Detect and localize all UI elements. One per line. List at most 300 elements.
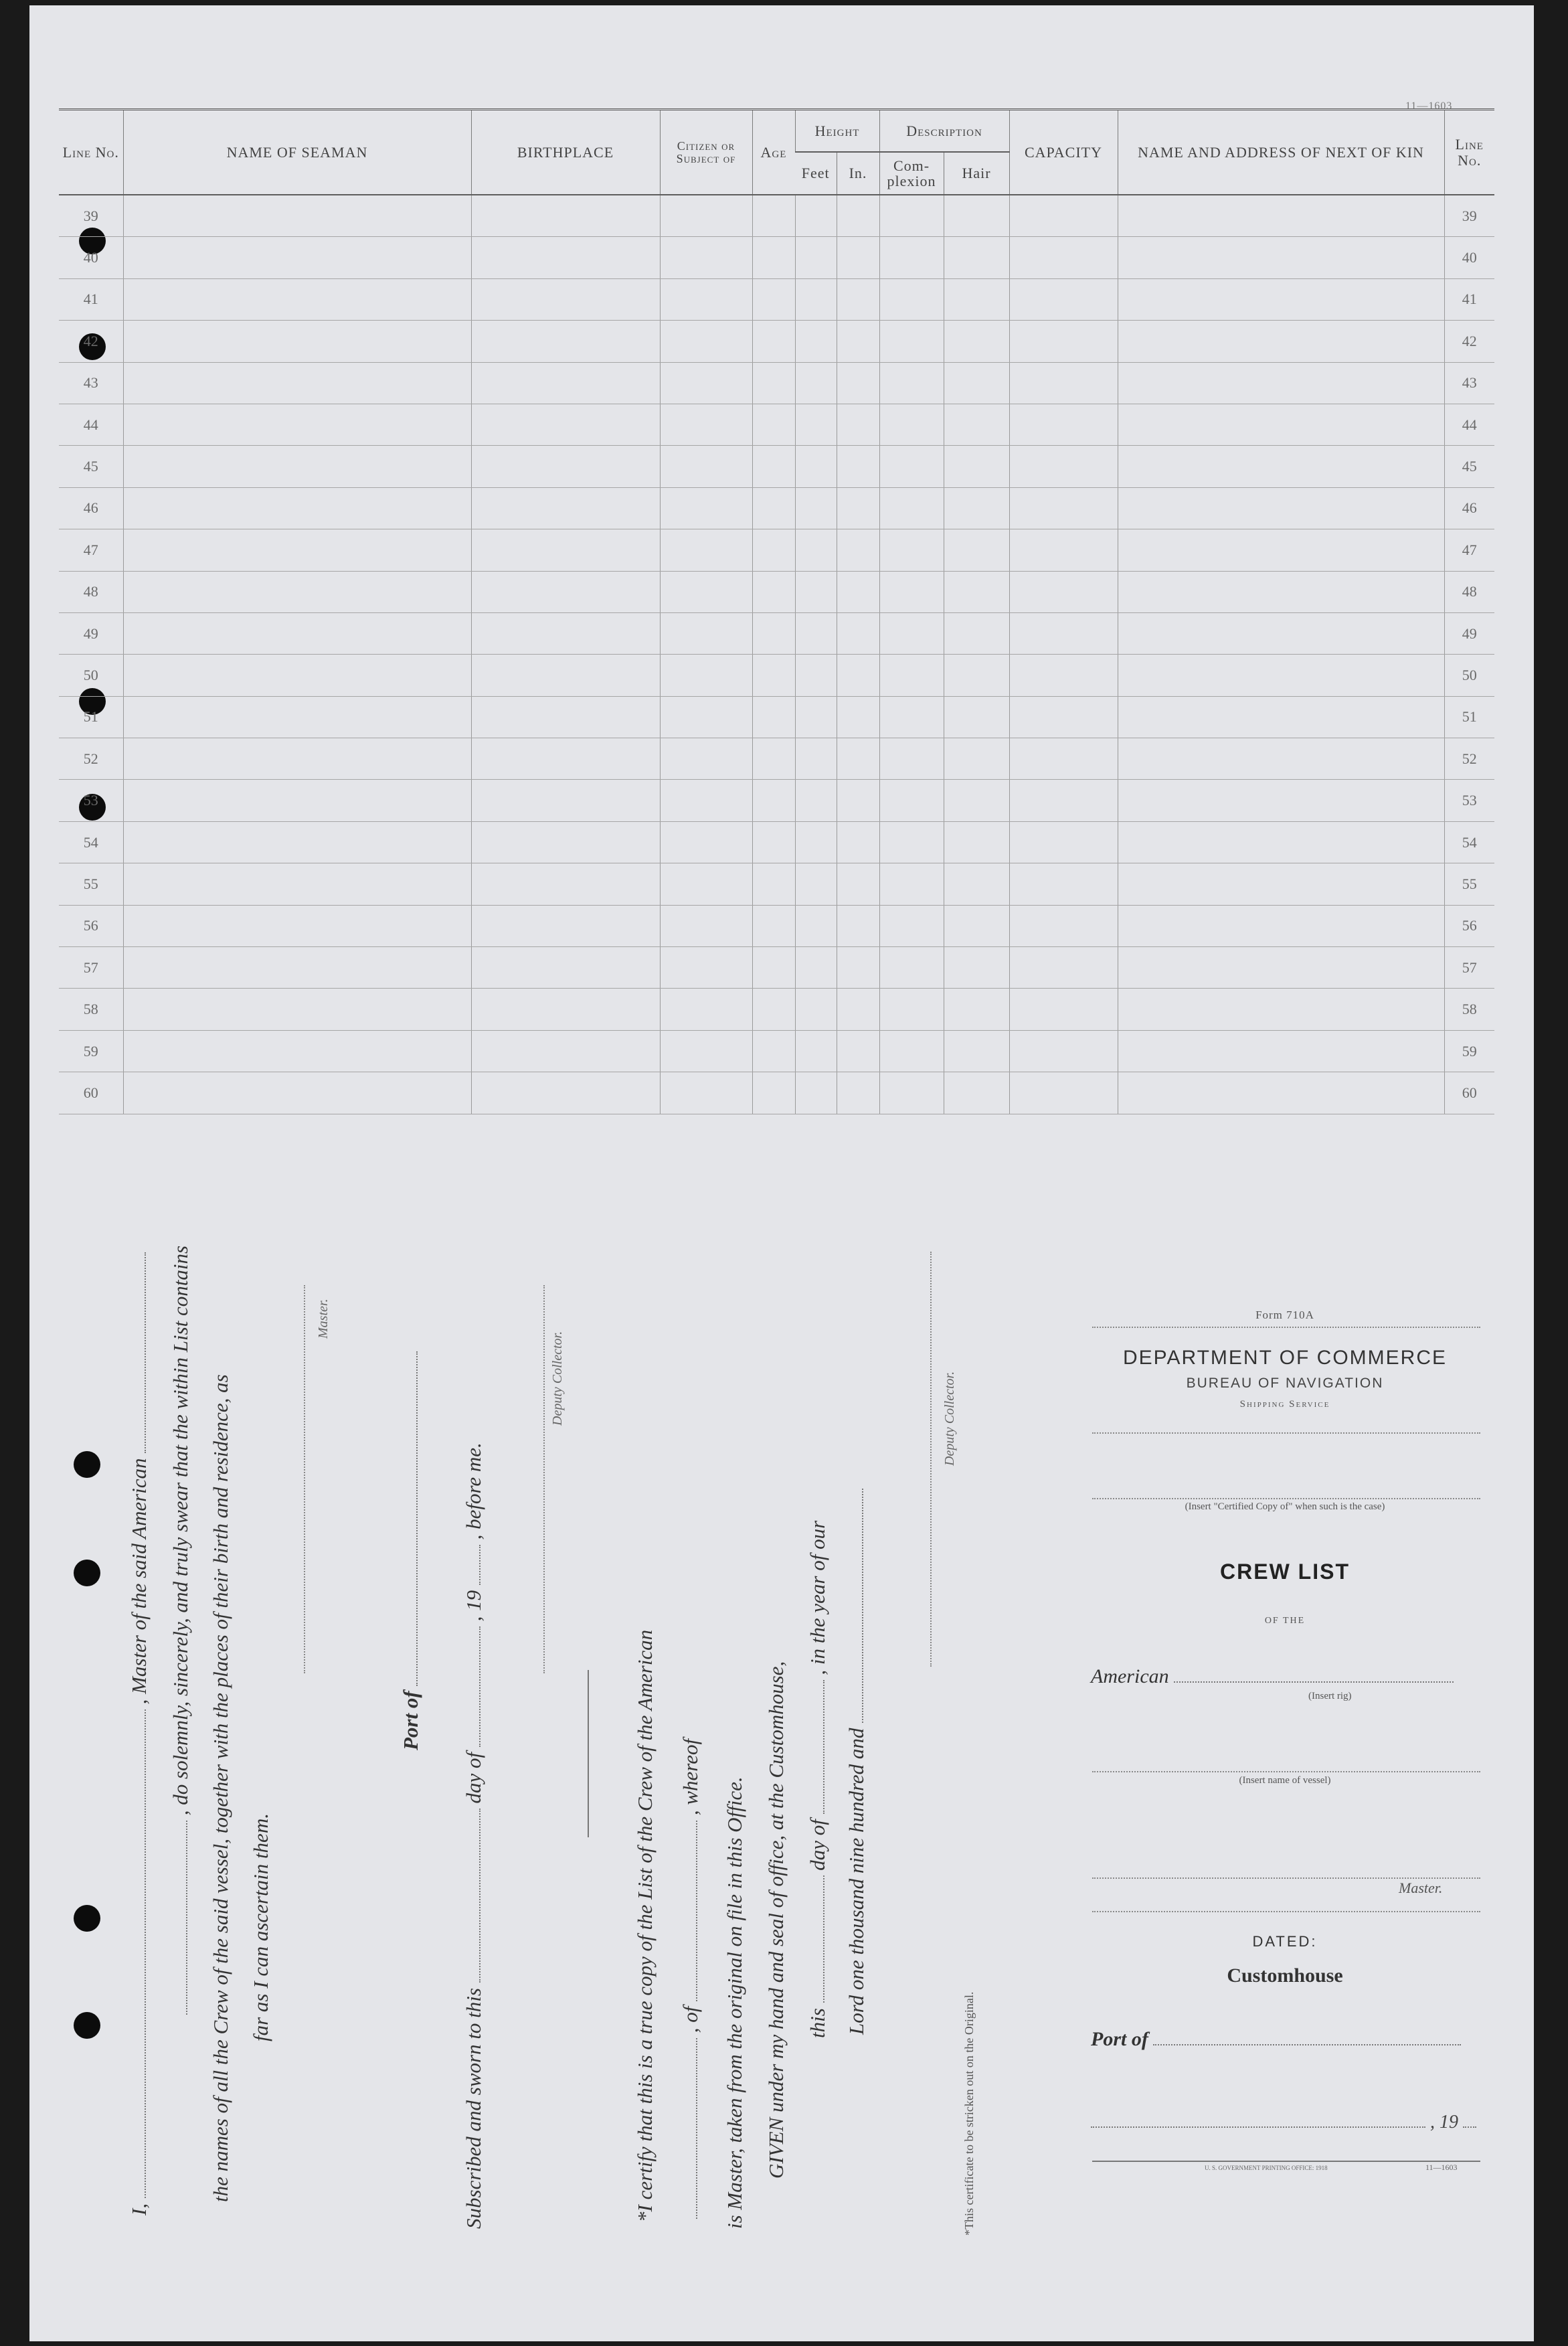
- table-cell[interactable]: [660, 947, 752, 989]
- table-row: [59, 905, 1494, 946]
- table-cell[interactable]: [944, 195, 1009, 237]
- table-cell[interactable]: [660, 821, 752, 863]
- oath-subscribed: [462, 1442, 486, 2229]
- cover-form-code: 11—1603: [1425, 2163, 1458, 2172]
- table-cell[interactable]: [660, 780, 752, 821]
- table-cell[interactable]: [752, 362, 795, 404]
- table-row: [59, 989, 1494, 1030]
- table-cell[interactable]: [471, 738, 660, 780]
- table-cell[interactable]: [1009, 278, 1118, 320]
- table-cell[interactable]: [1118, 863, 1444, 905]
- table-cell[interactable]: [944, 446, 1009, 487]
- table-cell[interactable]: [795, 571, 837, 612]
- table-cell[interactable]: [795, 696, 837, 738]
- certified-field[interactable]: [1092, 1498, 1480, 1499]
- cover-rule-1: [1092, 1327, 1480, 1328]
- table-cell[interactable]: [795, 446, 837, 487]
- table-cell[interactable]: [795, 195, 837, 237]
- table-cell[interactable]: [471, 237, 660, 278]
- line-number-left: 45: [59, 446, 123, 487]
- table-cell[interactable]: [879, 905, 944, 946]
- cert-vessel-field[interactable]: [681, 2038, 697, 2219]
- year-prefix: , 19: [462, 1590, 485, 1622]
- table-cell[interactable]: [1118, 446, 1444, 487]
- table-cell[interactable]: [1009, 905, 1118, 946]
- table-cell[interactable]: [752, 487, 795, 529]
- cover-master-field[interactable]: [1092, 1877, 1480, 1879]
- table-cell[interactable]: [123, 237, 471, 278]
- table-cell[interactable]: [1118, 821, 1444, 863]
- table-cell[interactable]: [795, 529, 837, 571]
- table-cell[interactable]: [837, 738, 879, 780]
- vessel-name-field[interactable]: [130, 1252, 146, 1453]
- table-cell[interactable]: [471, 362, 660, 404]
- table-cell[interactable]: [944, 278, 1009, 320]
- form-number: 11—1603: [1405, 100, 1453, 112]
- table-cell[interactable]: [471, 696, 660, 738]
- oath-swear-text: , do solemnly, sincerely, and truly swear that the within List contains: [169, 1245, 192, 1816]
- table-row: [59, 404, 1494, 445]
- table-cell[interactable]: [752, 612, 795, 654]
- master-label: Master.: [316, 1298, 331, 1339]
- table-cell[interactable]: [660, 487, 752, 529]
- table-cell[interactable]: [471, 947, 660, 989]
- table-cell[interactable]: [1118, 1072, 1444, 1114]
- table-cell[interactable]: [660, 905, 752, 946]
- table-cell[interactable]: [837, 404, 879, 445]
- table-cell[interactable]: [837, 612, 879, 654]
- table-cell[interactable]: [879, 696, 944, 738]
- table-cell[interactable]: [660, 571, 752, 612]
- table-cell[interactable]: [879, 487, 944, 529]
- table-cell[interactable]: [879, 821, 944, 863]
- cover-customhouse: Customhouse: [1227, 1964, 1343, 1987]
- oath-line-3: [209, 1374, 233, 2202]
- table-cell[interactable]: [471, 989, 660, 1030]
- table-cell[interactable]: [837, 655, 879, 696]
- table-cell[interactable]: [660, 195, 752, 237]
- table-cell[interactable]: [795, 863, 837, 905]
- table-cell[interactable]: [879, 362, 944, 404]
- table-cell[interactable]: [795, 362, 837, 404]
- table-cell[interactable]: [471, 821, 660, 863]
- table-cell[interactable]: [1118, 696, 1444, 738]
- table-cell[interactable]: [471, 905, 660, 946]
- table-cell[interactable]: [837, 571, 879, 612]
- line-number-right: 39: [1444, 195, 1494, 237]
- table-cell[interactable]: [944, 696, 1009, 738]
- table-cell[interactable]: [795, 1072, 837, 1114]
- table-cell[interactable]: [879, 989, 944, 1030]
- table-cell[interactable]: [123, 529, 471, 571]
- table-cell[interactable]: [879, 1072, 944, 1114]
- cover-date-field[interactable]: [1091, 2113, 1425, 2128]
- table-cell[interactable]: [879, 278, 944, 320]
- cert-text-6: Lord one thousand nine hundred and: [845, 1728, 868, 2035]
- table-cell[interactable]: [795, 404, 837, 445]
- table-cell[interactable]: [752, 529, 795, 571]
- line-number-left: 41: [59, 278, 123, 320]
- cert-text-4: GIVEN under my hand and seal of office, at the Customhouse,: [764, 1661, 788, 2179]
- table-cell[interactable]: [471, 655, 660, 696]
- table-cell[interactable]: [1009, 529, 1118, 571]
- cert-deputy-signature-line[interactable]: [930, 1252, 932, 1667]
- table-cell[interactable]: [837, 529, 879, 571]
- table-cell[interactable]: [837, 195, 879, 237]
- table-cell[interactable]: [837, 1030, 879, 1072]
- table-cell[interactable]: [660, 989, 752, 1030]
- table-cell[interactable]: [660, 1072, 752, 1114]
- table-cell[interactable]: [660, 321, 752, 362]
- table-cell[interactable]: [471, 321, 660, 362]
- header-next-of-kin: NAME AND ADDRESS OF NEXT OF KIN: [1118, 110, 1444, 195]
- table-cell[interactable]: [944, 905, 1009, 946]
- cover-american-line: [1091, 1665, 1479, 1688]
- table-cell[interactable]: [123, 738, 471, 780]
- table-row: [59, 655, 1494, 696]
- table-cell[interactable]: [1009, 780, 1118, 821]
- table-cell[interactable]: [1118, 571, 1444, 612]
- table-cell[interactable]: [944, 821, 1009, 863]
- table-cell[interactable]: [1009, 446, 1118, 487]
- table-cell[interactable]: [944, 947, 1009, 989]
- line-number-right: 44: [1444, 404, 1494, 445]
- table-cell[interactable]: [123, 404, 471, 445]
- line-number-right: 55: [1444, 863, 1494, 905]
- table-cell[interactable]: [660, 404, 752, 445]
- table-cell[interactable]: [879, 947, 944, 989]
- table-cell[interactable]: [879, 529, 944, 571]
- table-cell[interactable]: [1118, 989, 1444, 1030]
- table-cell[interactable]: [1009, 989, 1118, 1030]
- cover-master-label: Master.: [1399, 1879, 1443, 1896]
- subscribed-month-field[interactable]: [464, 1626, 481, 1747]
- table-cell[interactable]: [879, 446, 944, 487]
- table-cell[interactable]: [1009, 321, 1118, 362]
- table-cell[interactable]: [1009, 404, 1118, 445]
- table-cell[interactable]: [752, 404, 795, 445]
- table-cell[interactable]: [1118, 404, 1444, 445]
- cover-vessel-field[interactable]: [1092, 1771, 1480, 1772]
- table-cell[interactable]: [471, 571, 660, 612]
- table-cell[interactable]: [660, 529, 752, 571]
- deputy-signature-line[interactable]: [543, 1285, 545, 1673]
- line-number-left: 56: [59, 905, 123, 946]
- oath-line-1: [127, 1252, 151, 2215]
- table-cell[interactable]: [752, 947, 795, 989]
- table-cell[interactable]: [944, 362, 1009, 404]
- line-number-right: 49: [1444, 612, 1494, 654]
- table-cell[interactable]: [837, 487, 879, 529]
- line-number-right: 54: [1444, 821, 1494, 863]
- table-cell[interactable]: [944, 1072, 1009, 1114]
- table-cell[interactable]: [944, 780, 1009, 821]
- table-cell[interactable]: [1118, 780, 1444, 821]
- vessel-field-2[interactable]: [171, 1821, 187, 2015]
- cert-port-field[interactable]: [681, 1821, 697, 2001]
- table-cell[interactable]: [944, 529, 1009, 571]
- table-cell[interactable]: [944, 487, 1009, 529]
- table-cell[interactable]: [123, 863, 471, 905]
- table-cell[interactable]: [123, 989, 471, 1030]
- table-cell[interactable]: [471, 404, 660, 445]
- table-cell[interactable]: [837, 821, 879, 863]
- cover-rule-2: [1092, 1432, 1480, 1434]
- table-cell[interactable]: [795, 612, 837, 654]
- cert-day-field[interactable]: [808, 1875, 824, 2003]
- table-cell[interactable]: [660, 738, 752, 780]
- table-cell[interactable]: [944, 612, 1009, 654]
- table-cell[interactable]: [1009, 1072, 1118, 1114]
- table-cell[interactable]: [837, 321, 879, 362]
- table-cell[interactable]: [660, 863, 752, 905]
- table-cell[interactable]: [752, 655, 795, 696]
- table-cell[interactable]: [752, 237, 795, 278]
- table-cell[interactable]: [795, 321, 837, 362]
- table-cell[interactable]: [660, 696, 752, 738]
- table-cell[interactable]: [471, 487, 660, 529]
- table-cell[interactable]: [837, 989, 879, 1030]
- table-cell[interactable]: [1009, 487, 1118, 529]
- table-cell[interactable]: [1118, 362, 1444, 404]
- table-row: [59, 446, 1494, 487]
- table-cell[interactable]: [837, 278, 879, 320]
- table-cell[interactable]: [752, 1072, 795, 1114]
- table-cell[interactable]: [1009, 821, 1118, 863]
- table-cell[interactable]: [1009, 655, 1118, 696]
- table-cell[interactable]: [837, 237, 879, 278]
- table-cell[interactable]: [795, 1030, 837, 1072]
- cert-line-4: [764, 1661, 788, 2179]
- table-cell[interactable]: [660, 655, 752, 696]
- table-cell[interactable]: [752, 195, 795, 237]
- cover-printer: U. S. GOVERNMENT PRINTING OFFICE: 1918: [1205, 2165, 1328, 2171]
- table-row: [59, 947, 1494, 989]
- oath-port-of: [399, 1351, 423, 1750]
- header-age: Age: [752, 110, 795, 195]
- table-cell[interactable]: [752, 863, 795, 905]
- table-cell[interactable]: [944, 1030, 1009, 1072]
- cert-month-field[interactable]: [808, 1680, 824, 1814]
- table-cell[interactable]: [123, 487, 471, 529]
- table-cell[interactable]: [795, 780, 837, 821]
- table-cell[interactable]: [123, 195, 471, 237]
- table-cell[interactable]: [944, 738, 1009, 780]
- table-cell[interactable]: [1118, 947, 1444, 989]
- table-cell[interactable]: [837, 905, 879, 946]
- table-cell[interactable]: [879, 321, 944, 362]
- table-cell[interactable]: [1009, 1030, 1118, 1072]
- table-cell[interactable]: [795, 655, 837, 696]
- cover-of-the: OF THE: [1264, 1616, 1306, 1626]
- table-cell[interactable]: [1009, 863, 1118, 905]
- table-cell[interactable]: [123, 612, 471, 654]
- table-cell[interactable]: [837, 947, 879, 989]
- table-cell[interactable]: [879, 571, 944, 612]
- table-cell[interactable]: [944, 237, 1009, 278]
- table-cell[interactable]: [471, 278, 660, 320]
- table-cell[interactable]: [123, 362, 471, 404]
- table-cell[interactable]: [795, 278, 837, 320]
- cover-form-number: Form 710A: [1255, 1309, 1314, 1321]
- table-cell[interactable]: [1118, 655, 1444, 696]
- table-cell[interactable]: [879, 738, 944, 780]
- table-cell[interactable]: [660, 237, 752, 278]
- table-cell[interactable]: [123, 571, 471, 612]
- table-cell[interactable]: [837, 863, 879, 905]
- port-field[interactable]: [402, 1351, 418, 1686]
- table-cell[interactable]: [752, 1030, 795, 1072]
- line-number-left: 60: [59, 1072, 123, 1114]
- table-cell[interactable]: [944, 571, 1009, 612]
- table-cell[interactable]: [837, 446, 879, 487]
- table-cell[interactable]: [123, 1030, 471, 1072]
- line-number-right: 52: [1444, 738, 1494, 780]
- table-cell[interactable]: [123, 655, 471, 696]
- cert-text-3: is Master, taken from the original on file in this Office.: [723, 1776, 746, 2229]
- table-cell[interactable]: [944, 863, 1009, 905]
- table-cell[interactable]: [471, 1072, 660, 1114]
- table-cell[interactable]: [1009, 612, 1118, 654]
- table-cell[interactable]: [123, 821, 471, 863]
- table-cell[interactable]: [1009, 696, 1118, 738]
- table-cell[interactable]: [795, 905, 837, 946]
- table-cell[interactable]: [1009, 362, 1118, 404]
- table-cell[interactable]: [944, 321, 1009, 362]
- subscribed-day-field[interactable]: [464, 1809, 481, 1983]
- table-cell[interactable]: [1009, 195, 1118, 237]
- table-row: [59, 696, 1494, 738]
- header-line-no: Line No.: [59, 110, 123, 195]
- table-cell[interactable]: [1118, 905, 1444, 946]
- line-number-left: 51: [59, 696, 123, 738]
- table-cell[interactable]: [1118, 738, 1444, 780]
- table-cell[interactable]: [837, 696, 879, 738]
- table-cell[interactable]: [944, 989, 1009, 1030]
- table-cell[interactable]: [1118, 529, 1444, 571]
- table-cell[interactable]: [1009, 237, 1118, 278]
- table-cell[interactable]: [123, 696, 471, 738]
- table-cell[interactable]: [944, 655, 1009, 696]
- table-cell[interactable]: [123, 446, 471, 487]
- table-cell[interactable]: [1009, 571, 1118, 612]
- table-cell[interactable]: [795, 989, 837, 1030]
- table-cell[interactable]: [837, 362, 879, 404]
- table-cell[interactable]: [471, 863, 660, 905]
- header-complexion: Com- plexion: [879, 152, 944, 195]
- table-cell[interactable]: [752, 780, 795, 821]
- line-number-right: 48: [1444, 571, 1494, 612]
- table-cell[interactable]: [879, 612, 944, 654]
- table-cell[interactable]: [752, 738, 795, 780]
- table-cell[interactable]: [1118, 321, 1444, 362]
- line-number-left: 44: [59, 404, 123, 445]
- table-cell[interactable]: [123, 947, 471, 989]
- header-inches: In.: [837, 152, 879, 195]
- table-cell[interactable]: [879, 780, 944, 821]
- cert-footnote: *This certificate to be stricken out on the Original.: [962, 1991, 976, 2236]
- table-cell[interactable]: [1118, 1030, 1444, 1072]
- table-cell[interactable]: [879, 237, 944, 278]
- table-cell[interactable]: [752, 446, 795, 487]
- table-cell[interactable]: [795, 237, 837, 278]
- cover-insert-rig: (Insert rig): [1308, 1691, 1352, 1701]
- table-cell[interactable]: [837, 780, 879, 821]
- master-name-field[interactable]: [130, 1709, 146, 2198]
- cert-year-field[interactable]: [847, 1489, 863, 1723]
- line-number-right: 58: [1444, 989, 1494, 1030]
- cover-rig-field[interactable]: [1174, 1667, 1454, 1683]
- cert-of: , of: [679, 2006, 702, 2033]
- cert-day-of: day of: [806, 1819, 829, 1871]
- table-cell[interactable]: [660, 612, 752, 654]
- table-cell[interactable]: [752, 696, 795, 738]
- table-cell[interactable]: [660, 278, 752, 320]
- table-cell[interactable]: [879, 195, 944, 237]
- table-cell[interactable]: [660, 1030, 752, 1072]
- cover-port-field[interactable]: [1153, 2030, 1461, 2045]
- line-number-right: 45: [1444, 446, 1494, 487]
- table-cell[interactable]: [879, 863, 944, 905]
- master-signature-line[interactable]: [304, 1285, 305, 1673]
- table-cell[interactable]: [795, 947, 837, 989]
- table-cell[interactable]: [123, 905, 471, 946]
- table-cell[interactable]: [471, 195, 660, 237]
- table-cell[interactable]: [1118, 487, 1444, 529]
- table-cell[interactable]: [795, 738, 837, 780]
- cert-whereof: , whereof: [679, 1738, 702, 1816]
- table-cell[interactable]: [123, 780, 471, 821]
- port-of-label: Port of: [399, 1691, 422, 1750]
- subscribed-year-field[interactable]: [464, 1545, 481, 1585]
- table-row: [59, 821, 1494, 863]
- table-cell[interactable]: [752, 571, 795, 612]
- table-cell[interactable]: [471, 446, 660, 487]
- table-cell[interactable]: [1118, 612, 1444, 654]
- line-number-right: 59: [1444, 1030, 1494, 1072]
- table-cell[interactable]: [1009, 738, 1118, 780]
- table-cell[interactable]: [660, 446, 752, 487]
- table-cell[interactable]: [123, 278, 471, 320]
- table-cell[interactable]: [752, 321, 795, 362]
- header-birthplace: BIRTHPLACE: [471, 110, 660, 195]
- cover-year-field[interactable]: [1463, 2113, 1476, 2128]
- table-cell[interactable]: [471, 612, 660, 654]
- table-cell[interactable]: [471, 780, 660, 821]
- table-cell[interactable]: [752, 989, 795, 1030]
- oath-names-text: the names of all the Crew of the said vessel, together with the places of their birth and residence, as: [209, 1374, 232, 2202]
- table-cell[interactable]: [944, 404, 1009, 445]
- table-cell[interactable]: [879, 404, 944, 445]
- table-cell[interactable]: [1009, 947, 1118, 989]
- table-cell[interactable]: [660, 362, 752, 404]
- table-cell[interactable]: [752, 905, 795, 946]
- table-cell[interactable]: [879, 655, 944, 696]
- table-cell[interactable]: [1118, 278, 1444, 320]
- table-cell[interactable]: [752, 278, 795, 320]
- table-cell[interactable]: [123, 321, 471, 362]
- table-cell[interactable]: [1118, 195, 1444, 237]
- table-cell[interactable]: [879, 1030, 944, 1072]
- table-cell[interactable]: [1118, 237, 1444, 278]
- table-cell[interactable]: [123, 1072, 471, 1114]
- table-cell[interactable]: [795, 487, 837, 529]
- table-cell[interactable]: [837, 1072, 879, 1114]
- table-cell[interactable]: [795, 821, 837, 863]
- table-cell[interactable]: [471, 1030, 660, 1072]
- table-cell[interactable]: [752, 821, 795, 863]
- table-cell[interactable]: [471, 529, 660, 571]
